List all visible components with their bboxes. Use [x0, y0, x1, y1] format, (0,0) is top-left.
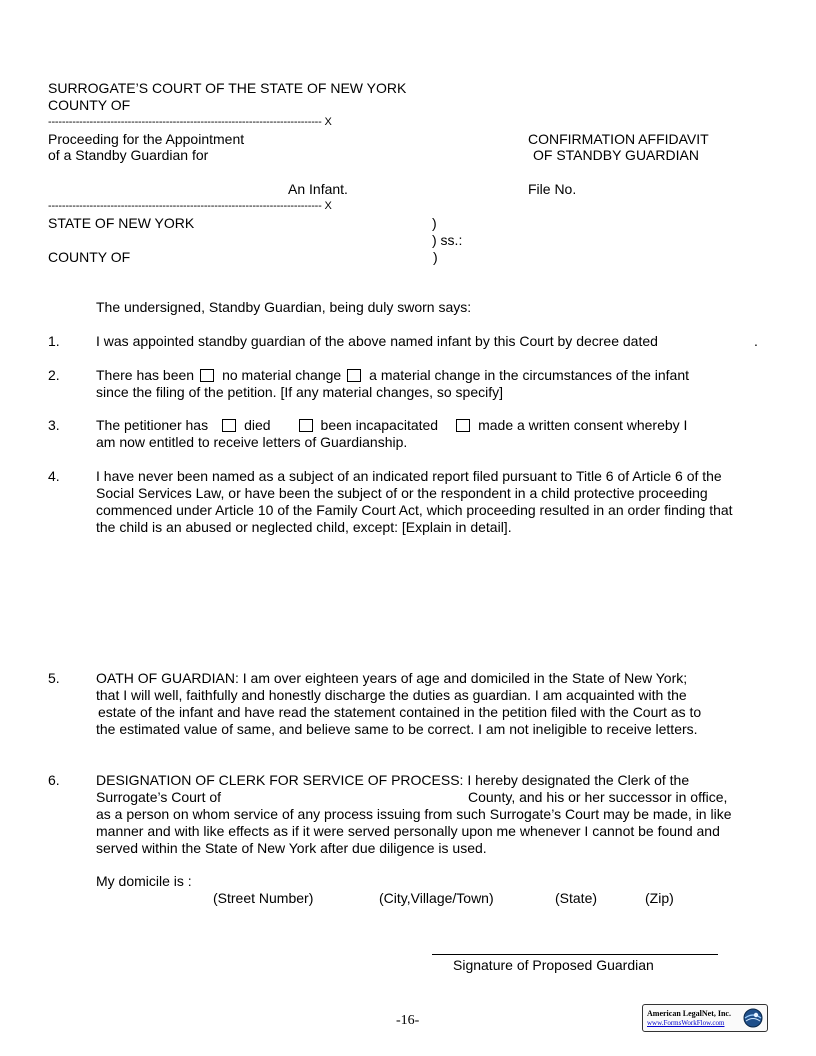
- item-5-line-3: estate of the infant and have read the statement contained in the petition filed with the Court as to: [98, 704, 702, 720]
- died-label: died: [244, 417, 271, 433]
- item-5-line-2: that I will well, faithfully and honestly discharge the duties as guardian. I am acquainted with the: [96, 687, 687, 703]
- item-4-line-4: the child is an abused or neglected child, except: [Explain in detail].: [96, 519, 512, 535]
- domicile-street-label: (Street Number): [213, 890, 314, 906]
- caption-divider-top: ------------------------------------------------------------------------------- X: [48, 116, 332, 128]
- item-3-line-2: am now entitled to receive letters of Guardianship.: [96, 434, 408, 450]
- domicile-label: My domicile is :: [96, 873, 192, 889]
- item-2-prefix: There has been: [96, 367, 195, 383]
- item-6-line-4: manner and with like effects as if it were served personally upon me whenever I cannot be found and: [96, 823, 720, 839]
- material-change-checkbox[interactable]: [347, 369, 361, 382]
- written-consent-checkbox[interactable]: [456, 419, 470, 432]
- venue-ss: ) ss.:: [432, 232, 463, 248]
- item-4-line-2: Social Services Law, or have been the subject of or the respondent in a child protective proceeding: [96, 485, 708, 501]
- item-6-line-1: DESIGNATION OF CLERK FOR SERVICE OF PROCESS: I hereby designated the Clerk of the: [96, 772, 690, 788]
- incapacitated-label: been incapacitated: [320, 417, 439, 433]
- incapacitated-checkbox[interactable]: [299, 419, 313, 432]
- item-2-paragraph: [96, 367, 768, 401]
- caption-divider-bottom: ------------------------------------------------------------------------------- X: [48, 200, 332, 212]
- item-5-number: 5.: [48, 670, 60, 686]
- venue-county: COUNTY OF: [48, 249, 131, 265]
- logo-url-link[interactable]: www.FormsWorkFlow.com: [647, 1019, 725, 1027]
- domicile-zip-label: (Zip): [645, 890, 674, 906]
- american-legalnet-logo[interactable]: [642, 1004, 768, 1032]
- died-checkbox[interactable]: [222, 419, 236, 432]
- item-1-text: I was appointed standby guardian of the above named infant by this Court by decree dated: [96, 333, 658, 349]
- infant-label: An Infant.: [288, 181, 348, 197]
- item-3-prefix: The petitioner has: [96, 417, 209, 433]
- venue-state: STATE OF NEW YORK: [48, 215, 195, 231]
- item-6-line-2: [96, 789, 768, 806]
- item-5-line-4: the estimated value of same, and believe same to be correct. I am not ineligible to receive letters.: [96, 721, 698, 737]
- proceeding-line-1: Proceeding for the Appointment: [48, 131, 245, 147]
- item-4-line-3: commenced under Article 10 of the Family Court Act, which proceeding resulted in an order finding that: [96, 502, 733, 518]
- item-2-line-2: since the filing of the petition. [If any material changes, so specify]: [96, 384, 503, 400]
- globe-icon: [742, 1007, 764, 1029]
- item-6-county-successor: County, and his or her successor in office,: [468, 789, 728, 805]
- no-material-change-label: no material change: [222, 367, 342, 383]
- item-4-line-1: I have never been named as a subject of an indicated report filed pursuant to Title 6 of Article 6 of the: [96, 468, 722, 484]
- item-6-paragraph: [96, 772, 768, 857]
- written-consent-label: made a written consent whereby I: [478, 417, 688, 433]
- document-title-line-1: CONFIRMATION AFFIDAVIT: [528, 131, 709, 147]
- item-6-court-of: Surrogate’s Court of: [96, 789, 222, 805]
- page-number: -16-: [396, 1013, 420, 1028]
- item-5-line-1: OATH OF GUARDIAN: I am over eighteen years of age and domiciled in the State of New York;: [96, 670, 688, 686]
- material-change-label: a material change in the circumstances of the infant: [369, 367, 689, 383]
- venue-paren-2: ): [433, 249, 438, 265]
- item-3-line-1: [96, 417, 768, 434]
- item-1-number: 1.: [48, 333, 60, 349]
- item-4-number: 4.: [48, 468, 60, 484]
- no-material-change-checkbox[interactable]: [200, 369, 214, 382]
- proceeding-line-2: of a Standby Guardian for: [48, 147, 209, 163]
- item-6-number: 6.: [48, 772, 60, 788]
- county-label: COUNTY OF: [48, 97, 131, 113]
- item-4-paragraph: [96, 468, 768, 536]
- item-1-end: .: [754, 333, 758, 349]
- signature-label: Signature of Proposed Guardian: [453, 957, 654, 973]
- logo-company-name: American LegalNet, Inc.: [647, 1009, 731, 1018]
- item-6-line-5: served within the State of New York after due diligence is used.: [96, 840, 487, 856]
- domicile-city-label: (City,Village/Town): [379, 890, 494, 906]
- item-3-number: 3.: [48, 417, 60, 433]
- item-2-number: 2.: [48, 367, 60, 383]
- venue-paren-1: ): [432, 215, 437, 231]
- court-title: SURROGATE’S COURT OF THE STATE OF NEW YORK: [48, 80, 407, 96]
- item-6-line-3: as a person on whom service of any process issuing from such Surrogate’s Court may be made, in like: [96, 806, 732, 822]
- item-3-paragraph: [96, 417, 768, 451]
- item-5-paragraph: [96, 670, 768, 738]
- intro-statement: The undersigned, Standby Guardian, being duly sworn says:: [96, 299, 472, 315]
- item-2-line-1: [96, 367, 768, 384]
- domicile-state-label: (State): [555, 890, 598, 906]
- signature-line[interactable]: [432, 954, 718, 955]
- document-title-line-2: OF STANDBY GUARDIAN: [533, 147, 699, 163]
- file-number-label: File No.: [528, 181, 577, 197]
